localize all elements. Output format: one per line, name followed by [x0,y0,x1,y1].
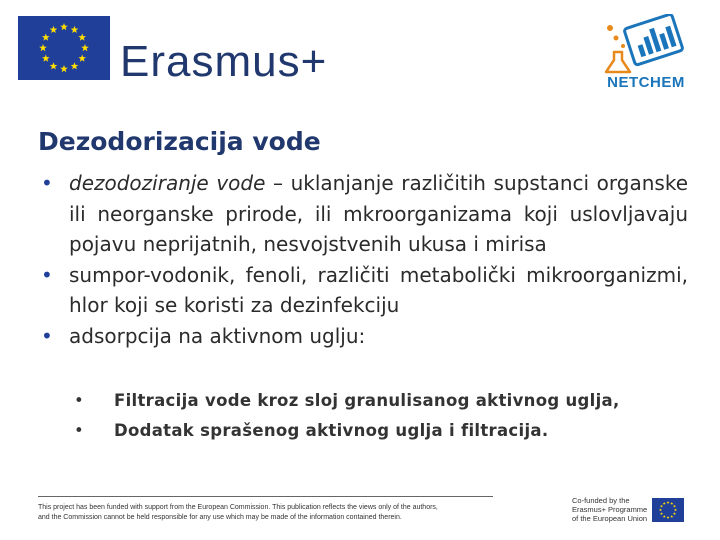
bullet-text: – uklanjanje različitih supstanci organske ili neorganske prirode, ili mkroorganizama koji uslovljavaju pojavu neprijatnih, nesvojstvenih ukusa i mirisa [69,171,689,256]
sub-bullet-item [70,420,676,442]
cofunded-line: Co-funded by the [572,496,630,505]
bullet-marker: • [41,323,53,348]
eu-star [673,505,676,508]
netchem-label: NETCHEM [607,74,685,91]
sub-bullet-marker: • [74,421,85,440]
bullet-text: sumpor-vodonik, fenoli, različiti metabolički mikroorganizmi, hlor koji se koristi za dezinfekciju [69,262,688,317]
eu-star [670,515,673,518]
eu-star [660,505,663,508]
eu-flag-small-icon [652,498,684,522]
bullet-marker: • [41,262,53,287]
sub-bullet-text: Dodatak sprašenog aktivnog uglja i filtracija. [114,421,549,440]
disclaimer-line: This project has been funded with support from the European Commission. This publication reflects the views only of the authors, [38,504,438,511]
eu-star [42,34,50,41]
eu-flag-icon [18,16,110,80]
bullet-lead-term: dezodoziranje vode [69,171,266,195]
sub-bullet-item [70,390,676,412]
footer-divider [38,496,493,497]
eu-star [659,508,662,511]
eu-star [71,26,79,33]
erasmus-plus-wordmark: Erasmus+ [120,37,328,86]
eu-star [71,62,79,69]
eu-star [50,26,58,33]
eu-star [666,516,669,519]
eu-star [660,512,663,515]
sub-bullet-text: Filtracija vode kroz sloj granulisanog aktivnog uglja, [114,391,620,410]
bullet-marker: • [41,171,53,195]
eu-star [674,508,677,511]
bullet-list [38,168,688,351]
eu-star [60,23,68,30]
eu-star [78,55,86,62]
bullet-item [38,260,688,321]
bullet-item [38,321,688,352]
eu-star [39,44,47,51]
eu-star [670,502,673,505]
slide-title: Dezodorizacija vode [38,127,321,156]
eu-star [666,501,669,504]
funding-disclaimer [38,503,508,522]
cofunded-label [572,496,652,523]
eu-star [663,515,666,518]
sub-bullet-list [70,390,676,450]
bullet-item [38,168,688,260]
bullet-text: adsorpcija na aktivnom uglju: [69,323,366,348]
eu-star [81,44,89,51]
cofunded-line: of the European Union [572,514,648,523]
cofunded-line: Erasmus+ Programme [572,505,648,514]
eu-star [673,512,676,515]
eu-star [42,55,50,62]
eu-star [663,502,666,505]
eu-star [78,34,86,41]
sub-bullet-marker: • [74,391,85,410]
eu-star [60,65,68,72]
disclaimer-line: and the Commission cannot be held responsible for any use which may be made of the information contained therein. [38,513,402,521]
eu-star [50,62,58,69]
